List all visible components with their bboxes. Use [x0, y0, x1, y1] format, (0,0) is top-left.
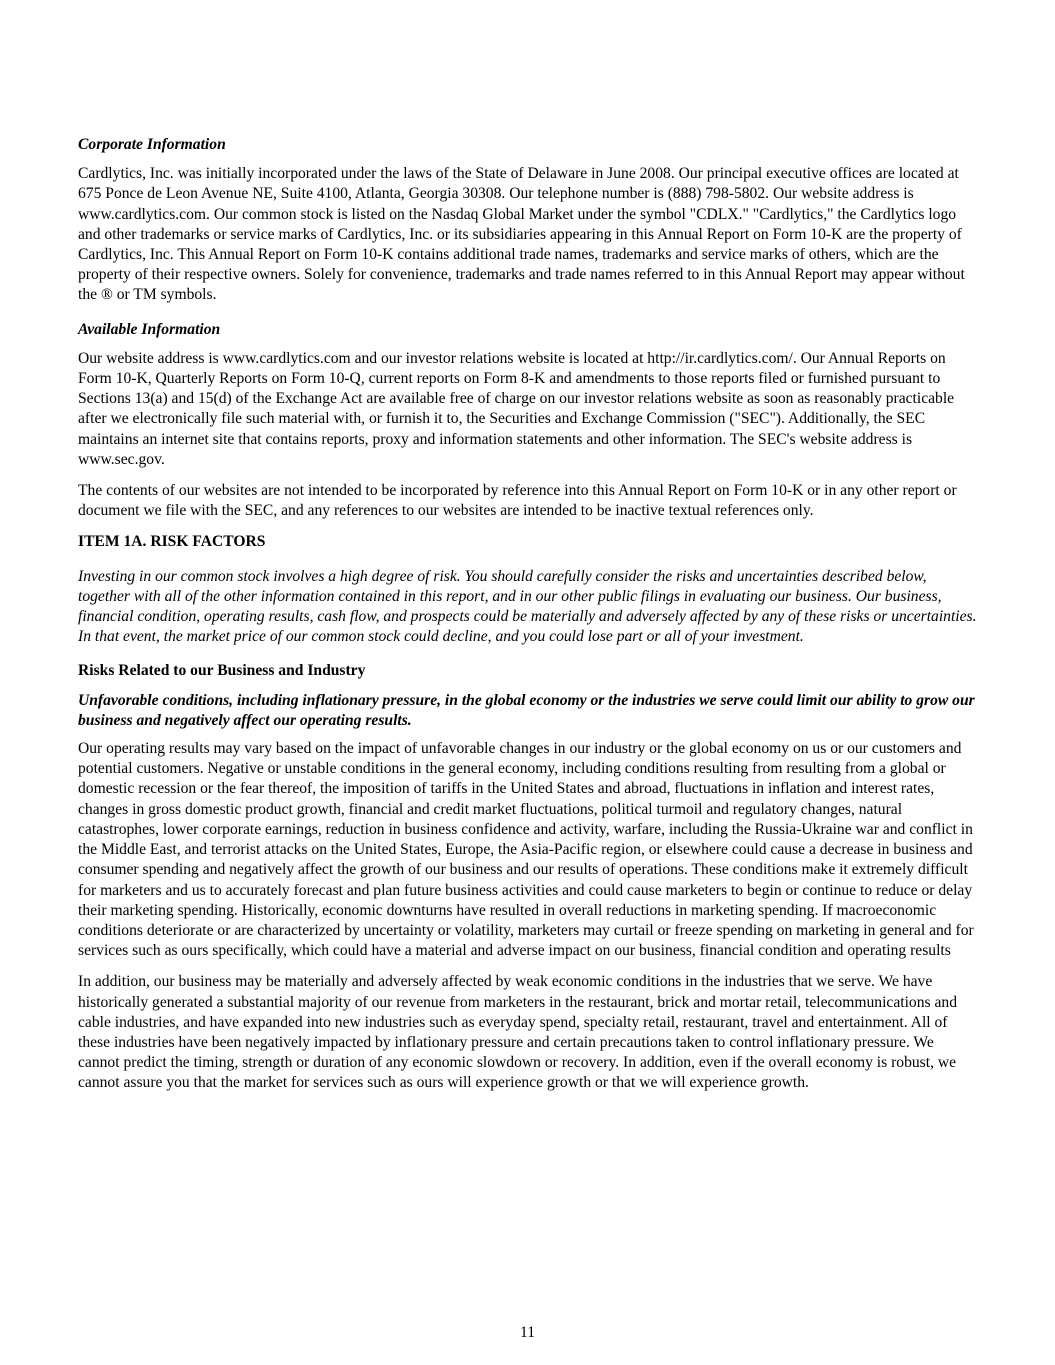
- available-information-heading: Available Information: [78, 320, 221, 338]
- corporate-information-paragraph: Cardlytics, Inc. was initially incorporated under the laws of the State of Delaware in June 2008. Our principal executive offices are located at 675 Ponce de Leon Avenue NE, Suite 4100, Atlanta, Georgia 30308. Our telephone number is (888) 798-5802. Our website address is www.cardlytics.com. Our common stock is listed on the Nasdaq Global Market under the symbol "CDLX." "Cardlytics," the Cardlytics logo and other trademarks or service marks of Cardlytics, Inc. or its subsidiaries appearing in this Annual Report on Form 10-K are the property of Cardlytics, Inc. This Annual Report on Form 10-K contains additional trade names, trademarks and service marks of others, which are the property of their respective owners. Solely for convenience, trademarks and trade names referred to in this Annual Report may appear without the ® or TM symbols.: [78, 165, 965, 304]
- available-information-paragraph-1: Our website address is www.cardlytics.com and our investor relations website is located at http://ir.cardlytics.com/. Our Annual Reports on Form 10-K, Quarterly Reports on Form 10-Q, current reports on Form 8-K and amendments to those reports filed or furnished pursuant to Sections 13(a) and 15(d) of the Exchange Act are available free of charge on our investor relations website as soon as reasonably practicable after we electronically file such material with, or furnish it to, the Securities and Exchange Commission ("SEC"). Additionally, the SEC maintains an internet site that contains reports, proxy and information statements and other information. The SEC's website address is www.sec.gov.: [78, 349, 955, 468]
- page-number: 11: [519, 1324, 535, 1341]
- available-information-paragraph-2: The contents of our websites are not intended to be incorporated by reference into this Annual Report on Form 10-K or in any other report or document we file with the SEC, and any references to our websites are intended to be inactive textual references only.: [78, 482, 957, 520]
- corporate-information-heading: Corporate Information: [78, 136, 226, 153]
- risk-unfavorable-conditions-subheading: Unfavorable conditions, including inflationary pressure, in the global economy or the industries we serve could limit our ability to grow our business and negatively affect our operating results.: [78, 691, 975, 729]
- item-1a-title: ITEM 1A. RISK FACTORS: [78, 533, 266, 551]
- risk-paragraph-1: Our operating results may vary based on the impact of unfavorable changes in our industry or the global economy on us or our customers and potential customers. Negative or unstable conditions in the general economy, including conditions resulting from resulting from a global or domestic recession or the fear thereof, the imposition of tariffs in the United States and abroad, fluctuations in inflation and interest rates, changes in gross domestic product growth, financial and credit market fluctuations, political turmoil and regulatory changes, natural catastrophes, lower corporate earnings, reduction in business confidence and activity, warfare, including the Russia-Ukraine war and conflict in the Middle East, and terrorist attacks on the United States, Europe, the Asia-Pacific region, or elsewhere could cause a decrease in business and consumer spending and negatively affect the growth of our business and our results of operations. These conditions make it extremely difficult for marketers and us to accurately forecast and plan future business activities and could cause marketers to begin or continue to reduce or delay their marketing spending. Historically, economic downturns have resulted in overall reductions in marketing spending. If macroeconomic conditions deteriorate or are characterized by uncertainty or volatility, marketers may curtail or freeze spending on marketing in general and for services such as ours specifically, which could have a material and adverse impact on our business, financial condition and operating results: [78, 740, 974, 960]
- risks-business-industry-heading: Risks Related to our Business and Industry: [78, 662, 366, 680]
- risk-factors-intro: Investing in our common stock involves a high degree of risk. You should carefully consider the risks and uncertainties described below, together with all of the other information contained in this report, and in our other public filings in evaluating our business. Our business, financial condition, operating results, cash flow, and prospects could be materially and adversely affected by any of these risks or uncertainties. In that event, the market price of our common stock could decline, and you could lose part or all of your investment.: [78, 567, 977, 646]
- document-body: [78, 135, 978, 1105]
- risk-paragraph-2: In addition, our business may be materially and adversely affected by weak economic conditions in the industries that we serve. We have historically generated a substantial majority of our revenue from marketers in the restaurant, brick and mortar retail, telecommunications and cable industries, and have expanded into new industries such as everyday spend, specialty retail, restaurant, travel and entertainment. All of these industries have been negatively impacted by inflationary pressure and certain precautions taken to control inflationary pressure. We cannot predict the timing, strength or duration of any economic slowdown or recovery. In addition, even if the overall economy is robust, we cannot assure you that the market for services such as ours will experience growth or that we will experience growth.: [78, 973, 957, 1092]
